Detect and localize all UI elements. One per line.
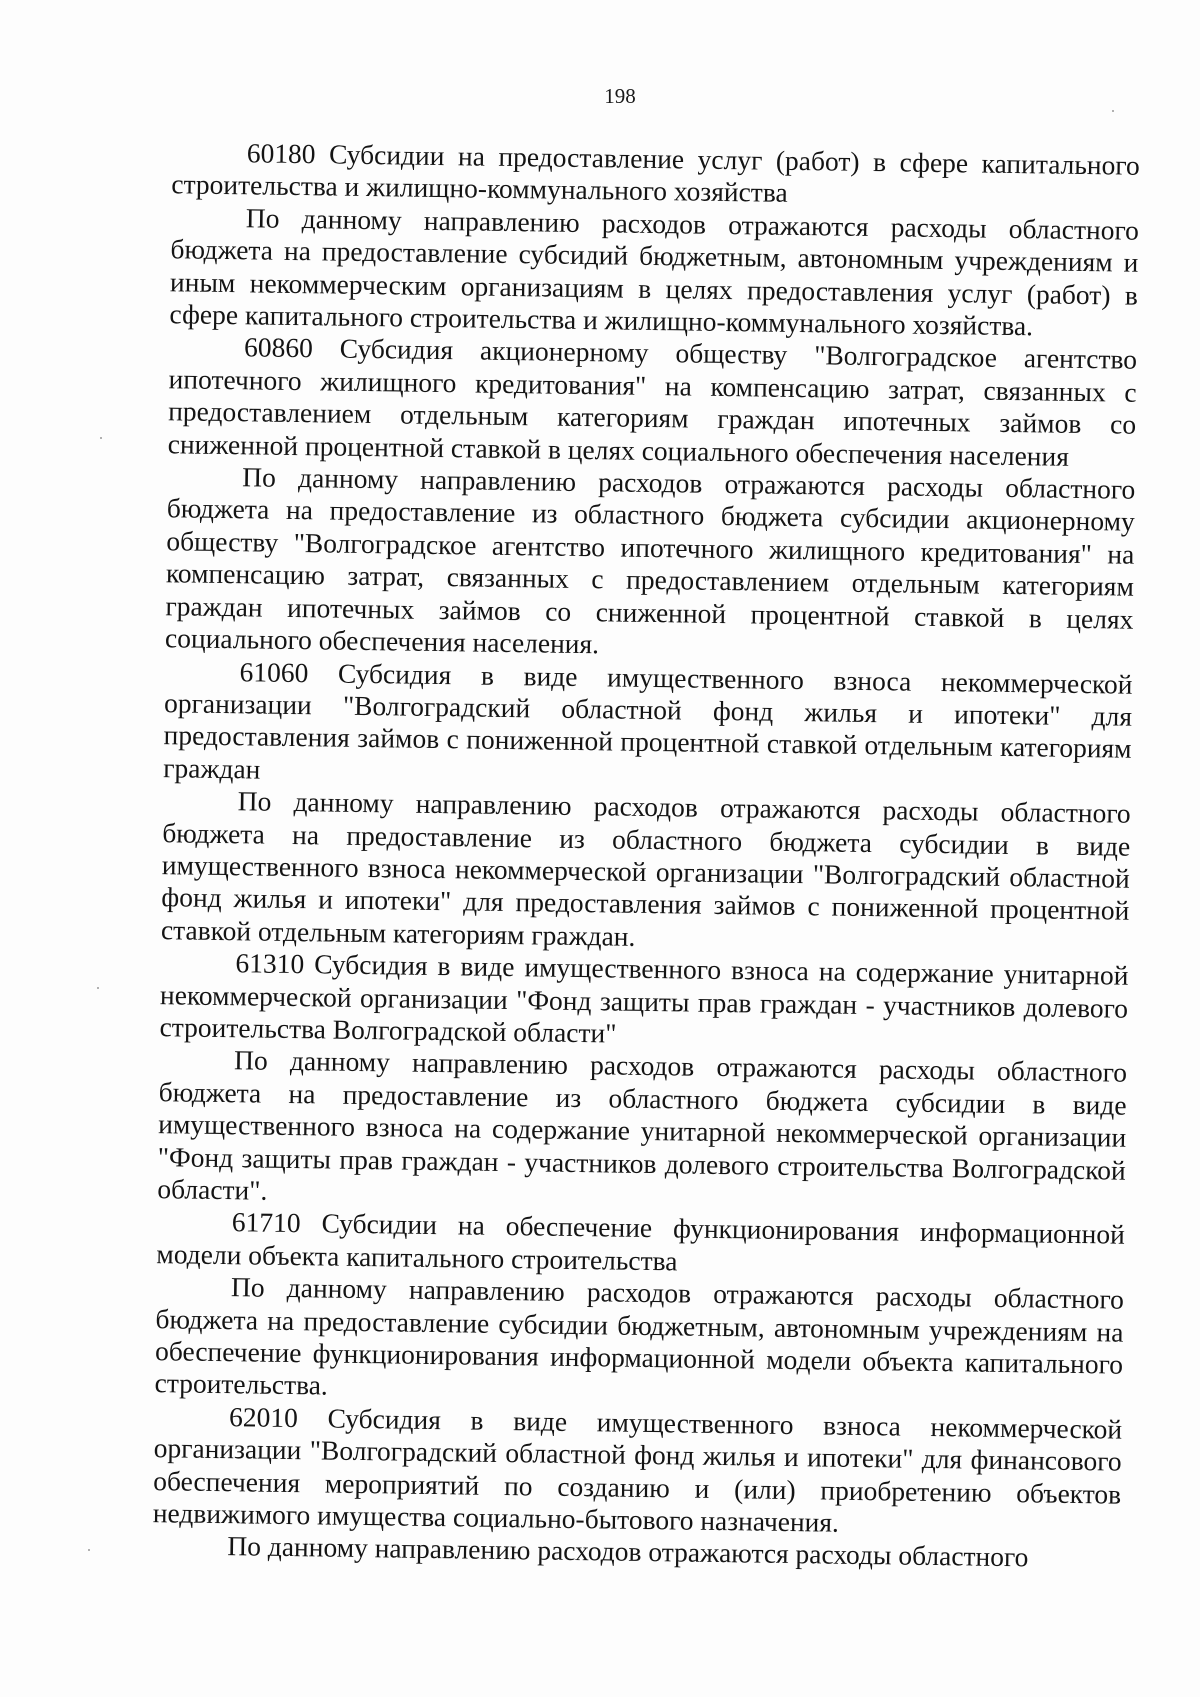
section-heading-61310: 61310 Субсидия в виде имущественного взноса на содержание унитарной некоммерческой организации "Фонд защиты прав граждан - участников долевого строительства Волгоградской области" bbox=[159, 947, 1129, 1049]
section-heading-62010: 62010 Субсидия в виде имущественного взноса некоммерческой организации "Волгоградский областной фонд жилья и ипотеки" для финансового обеспечения мероприятий по созданию и (или) приобретению объектов недвижимого имущества социально-бытового назначения. bbox=[152, 1401, 1123, 1538]
scan-speck bbox=[88, 1549, 90, 1551]
scan-speck bbox=[1112, 110, 1114, 112]
paragraph-61710-description: По данному направлению расходов отражаются расходы областного бюджета на предоставление субсидии бюджетным, автономным учреждениям на обеспечение функционирования информационной модели объекта капитального строительства. bbox=[154, 1271, 1125, 1401]
paragraph-61060-description: По данному направлению расходов отражаются расходы областного бюджета на предоставление из областного бюджета субсидии в виде имущественного взноса некоммерческой организации "Волгоградский областной фонд жилья и ипотеки" для предоставления займов с пониженной процентной ставкой отдельным категориям граждан. bbox=[160, 785, 1131, 952]
paragraph-61310-description: По данному направлению расходов отражаются расходы областного бюджета на предоставление из областного бюджета субсидии в виде имущественного взноса на содержание унитарной некоммерческой организации "Фонд защиты прав граждан - участников долевого строительства Волгоградской области". bbox=[157, 1044, 1128, 1206]
paragraph-60180-description: По данному направлению расходов отражаются расходы областного бюджета на предоставление субсидий бюджетным, автономным учреждениям и иным некоммерческим организациям в целях предоставления услуг (работ) в сфере капитального строительства и жилищно-коммунального хозяйства. bbox=[169, 202, 1140, 342]
paragraph-62010-description-partial: По данному направлению расходов отражаются расходы областного bbox=[227, 1530, 1029, 1573]
scan-speck bbox=[97, 987, 99, 989]
section-heading-60180: 60180 Субсидии на предоставление услуг (работ) в сфере капитального строительства и жилищно-коммунального хозяйства bbox=[171, 137, 1140, 209]
document-body bbox=[152, 136, 1140, 1575]
paragraph-60860-description: По данному направлению расходов отражаются расходы областного бюджета на предоставление из областного бюджета субсидии акционерному обществу "Волгоградское агентство ипотечного жилищного кредитования" на компенсацию затрат, связанных с предоставлением отдельным категориям граждан ипотечных займов со сниженной процентной ставкой в целях социального обеспечения населения. bbox=[164, 461, 1136, 660]
page-number: 198 bbox=[604, 84, 636, 108]
section-heading-61710: 61710 Субсидии на обеспечение функционирования информационной модели объекта капитального строительства bbox=[156, 1206, 1126, 1277]
section-heading-61060: 61060 Субсидия в виде имущественного взноса некоммерческой организации "Волгоградский областной фонд жилья и ипотеки" для предоставления займов с пониженной процентной ставкой отдельным категориям граждан bbox=[163, 655, 1133, 785]
scan-speck bbox=[100, 437, 102, 439]
section-heading-60860: 60860 Субсидия акционерному обществу "Волгоградское агентство ипотечного жилищного кредитования" на компенсацию затрат, связанных с предоставлением отдельным категориям граждан ипотечных займов со сниженной процентной ставкой в целях социального обеспечения населения bbox=[167, 331, 1138, 472]
